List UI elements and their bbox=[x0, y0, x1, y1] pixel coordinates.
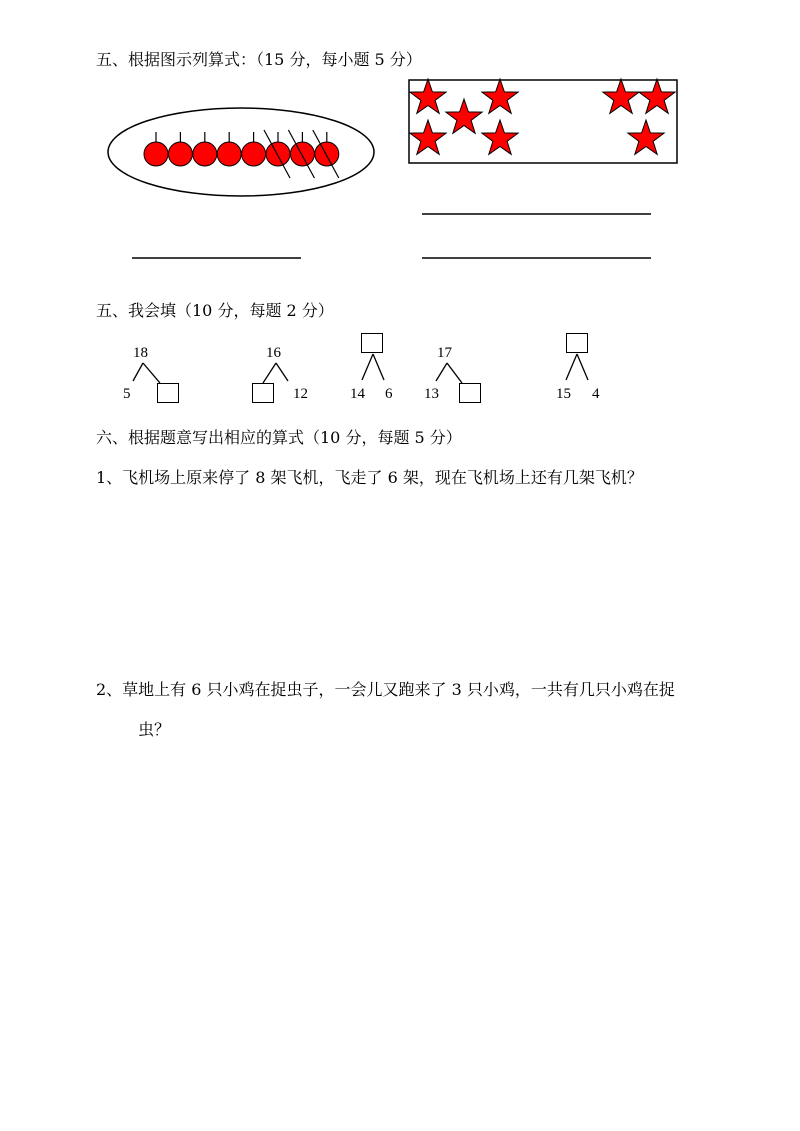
section-6-title: 六、根据题意写出相应的算式（10 分，每题 5 分） bbox=[96, 428, 462, 447]
section-5b-title: 五、我会填（10 分，每题 2 分） bbox=[96, 301, 334, 320]
tree-1-right-blank[interactable] bbox=[157, 383, 179, 403]
tree-4-left: 13 bbox=[424, 386, 439, 402]
question-2-line-1: 2、草地上有 6 只小鸡在捉虫子，一会儿又跑来了 3 只小鸡，一共有几只小鸡在捉 bbox=[96, 680, 675, 699]
tree-2-right: 12 bbox=[293, 386, 308, 402]
tree-2-left-blank[interactable] bbox=[252, 383, 274, 403]
number-trees-lines bbox=[0, 0, 800, 420]
tree-5-left: 15 bbox=[556, 386, 571, 402]
tree-3-left: 14 bbox=[350, 386, 365, 402]
tree-1-left: 5 bbox=[123, 386, 131, 402]
tree-5-right: 4 bbox=[592, 386, 600, 402]
tree-1-top: 18 bbox=[133, 345, 148, 361]
tree-4-top: 17 bbox=[437, 345, 452, 361]
question-1: 1、飞机场上原来停了 8 架飞机，飞走了 6 架，现在飞机场上还有几架飞机？ bbox=[96, 468, 643, 487]
tree-3-right: 6 bbox=[385, 386, 393, 402]
tree-3-top-blank[interactable] bbox=[361, 333, 383, 353]
tree-5-top-blank[interactable] bbox=[566, 333, 588, 353]
section-5a-title: 五、根据图示列算式：（15 分，每小题 5 分） bbox=[96, 50, 422, 69]
tree-4-right-blank[interactable] bbox=[459, 383, 481, 403]
question-2-line-2: 虫？ bbox=[138, 720, 171, 739]
tree-2-top: 16 bbox=[266, 345, 281, 361]
